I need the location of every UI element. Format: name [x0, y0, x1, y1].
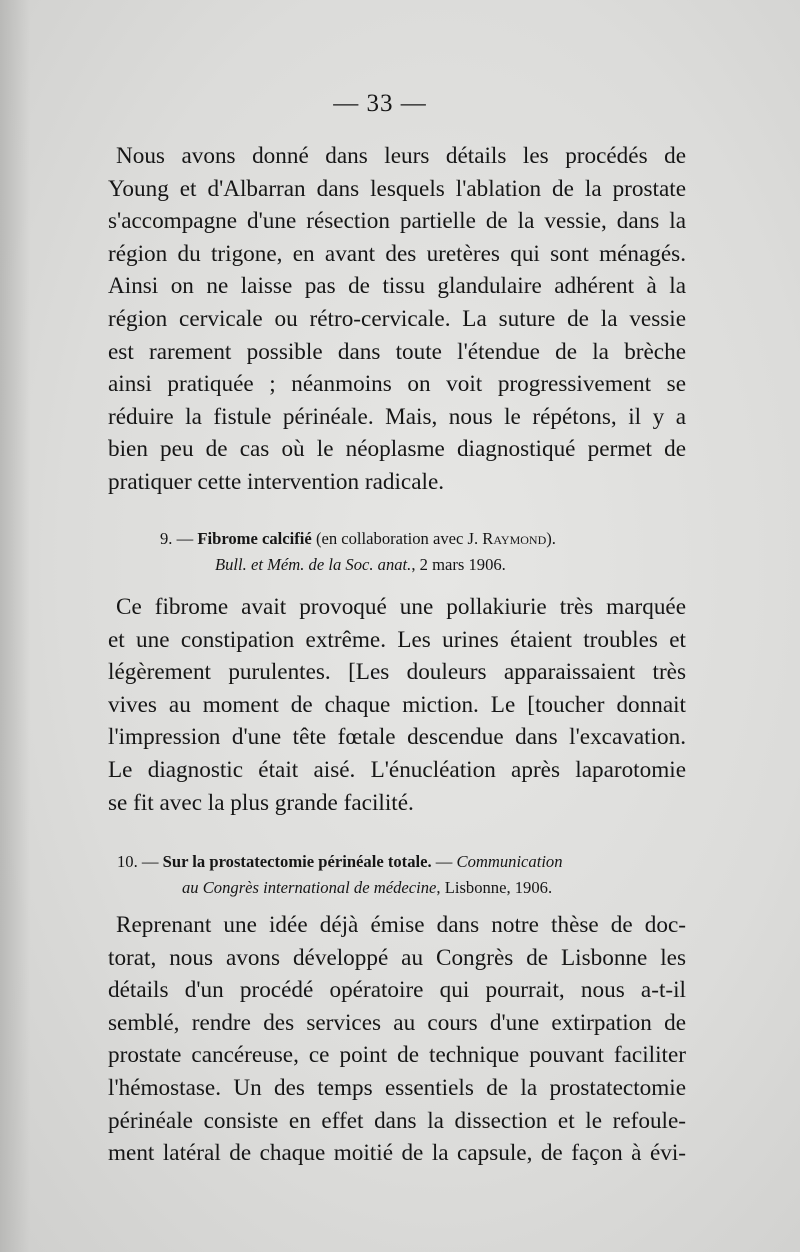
paragraph-line: prostate cancéreuse, ce point de technique pouvant faciliter [108, 1042, 686, 1069]
paragraph-line: région du trigone, en avant des uretères qui sont ménagés. [108, 240, 686, 267]
item-title: Sur la prostatectomie périnéale totale. [162, 852, 432, 871]
paragraph-line: Le diagnostic était aisé. L'énucléation après laparotomie [108, 756, 686, 783]
paragraph-line: périnéale consiste en effet dans la dissection et le refoule- [108, 1107, 686, 1134]
paragraph-3 [108, 909, 686, 1170]
item-title: Fibrome calcifié [197, 529, 312, 548]
paragraph-line: s'accompagne d'une résection partielle de la vessie, dans la [108, 208, 686, 235]
item-source: Bull. et Mém. de la Soc. anat. [215, 555, 412, 574]
paragraph-line: semblé, rendre des services au cours d'une extirpation de [108, 1009, 686, 1036]
paragraph-2 [108, 591, 686, 819]
paragraph-line: se fit avec la plus grande facilité. [108, 789, 414, 816]
item-number: 10. — [117, 852, 159, 871]
item-number: 9. — [160, 529, 194, 548]
item-place-date: , Lisbonne, 1906. [436, 878, 553, 897]
paragraph-line: Ce fibrome avait provoqué une pollakiurie très marquée [116, 594, 686, 620]
item-date: , 2 mars 1906. [411, 555, 506, 574]
paragraph-line: Reprenant une idée déjà émise dans notre thèse de doc- [116, 912, 686, 938]
paragraph-line: est rarement possible dans toute l'étendue de la brèche [108, 338, 686, 365]
item-9-heading [160, 525, 556, 552]
page-number: — 33 — [333, 90, 427, 117]
paragraph-line: réduire la fistule périnéale. Mais, nous le répétons, il y a [108, 403, 686, 430]
paragraph-line: ment latéral de chaque moitié de la capsule, de façon à évi- [108, 1140, 686, 1167]
item-dash: — [431, 852, 457, 871]
paragraph-line: et une constipation extrême. Les urines étaient troubles et [108, 626, 686, 653]
paragraph-line: ainsi pratiquée ; néanmoins on voit progressivement se [108, 371, 686, 398]
paragraph-line: pratiquer cette intervention radicale. [108, 468, 445, 495]
item-congress: au Congrès international de médecine [182, 878, 437, 897]
paragraph-line: vives au moment de chaque miction. Le [toucher donnait [108, 691, 686, 718]
item-10-heading [117, 848, 563, 875]
paragraph-1 [108, 140, 686, 499]
item-collab: (en collaboration avec J. [315, 529, 483, 548]
paragraph-line: l'impression d'une tête fœtale descendue dans l'excavation. [108, 724, 686, 751]
item-communication: Communication [456, 852, 563, 871]
paragraph-line: Young et d'Albarran dans lesquels l'ablation de la prostate [108, 175, 686, 202]
paragraph-line: Nous avons donné dans leurs détails les procédés de [116, 143, 686, 169]
paragraph-line: Ainsi on ne laisse pas de tissu glandulaire adhérent à la [108, 273, 686, 300]
paragraph-line: l'hémostase. Un des temps essentiels de la prostatectomie [108, 1074, 686, 1101]
item-10-source [182, 874, 552, 901]
item-collab-end: ). [546, 529, 556, 548]
paragraph-line: bien peu de cas où le néoplasme diagnostiqué permet de [108, 436, 686, 463]
paragraph-line: détails d'un procédé opératoire qui pourrait, nous a-t-il [108, 977, 686, 1004]
paragraph-line: région cervicale ou rétro-cervicale. La suture de la vessie [108, 305, 686, 332]
paragraph-line: torat, nous avons développé au Congrès de Lisbonne les [108, 944, 686, 971]
item-9-source [215, 551, 506, 578]
paragraph-line: légèrement purulentes. [Les douleurs apparaissaient très [108, 659, 686, 686]
item-author: Raymond [482, 529, 547, 548]
